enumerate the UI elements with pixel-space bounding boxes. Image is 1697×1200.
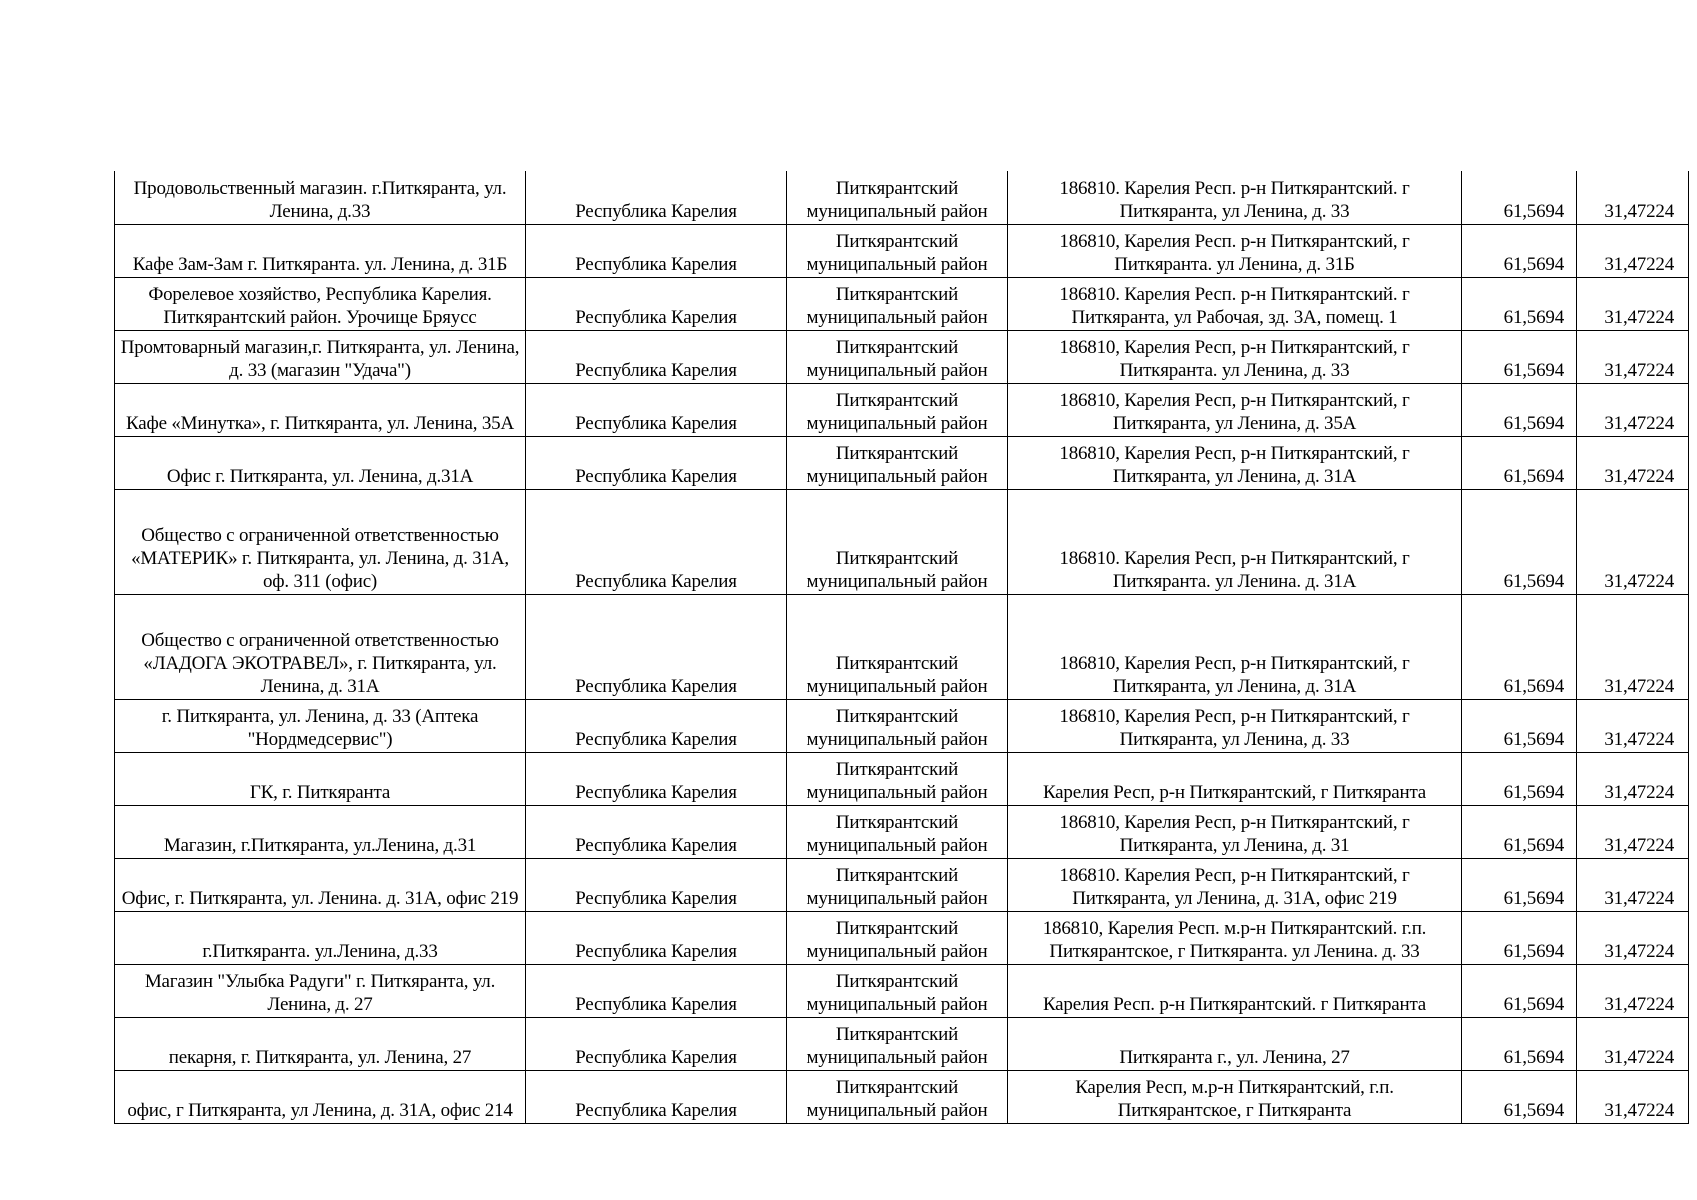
cell-longitude: 31,47224 [1577,594,1689,699]
cell-address: 186810, Карелия Респ. м.р-н Питкярантский. г.п. Питкярантское, г Питкяранта. ул Ленина. д. 33 [1008,911,1462,964]
table-row [115,1070,1689,1123]
cell-district: Питкярантский муниципальный район [787,436,1008,489]
cell-latitude: 61,5694 [1462,277,1577,330]
cell-district: Питкярантский муниципальный район [787,911,1008,964]
cell-latitude: 61,5694 [1462,489,1577,594]
cell-longitude: 31,47224 [1577,699,1689,752]
cell-district: Питкярантский муниципальный район [787,964,1008,1017]
cell-longitude: 31,47224 [1577,858,1689,911]
cell-latitude: 61,5694 [1462,964,1577,1017]
cell-district: Питкярантский муниципальный район [787,752,1008,805]
cell-longitude: 31,47224 [1577,436,1689,489]
cell-district: Питкярантский муниципальный район [787,699,1008,752]
cell-region: Республика Карелия [526,171,787,224]
cell-district: Питкярантский муниципальный район [787,224,1008,277]
cell-longitude: 31,47224 [1577,277,1689,330]
table-row [115,224,1689,277]
cell-latitude: 61,5694 [1462,858,1577,911]
cell-district: Питкярантский муниципальный район [787,858,1008,911]
cell-address: 186810, Карелия Респ, р-н Питкярантский, г Питкяранта, ул Ленина, д. 31 [1008,805,1462,858]
cell-region: Республика Карелия [526,1070,787,1123]
cell-address: 186810, Карелия Респ, р-н Питкярантский, г Питкяранта. ул Ленина, д. 33 [1008,330,1462,383]
cell-address: Питкяранта г., ул. Ленина, 27 [1008,1017,1462,1070]
cell-latitude: 61,5694 [1462,1070,1577,1123]
cell-longitude: 31,47224 [1577,911,1689,964]
cell-object-name: офис, г Питкяранта, ул Ленина, д. 31А, офис 214 [115,1070,526,1123]
cell-address: 186810. Карелия Респ. р-н Питкярантский. г Питкяранта, ул Ленина, д. 33 [1008,171,1462,224]
cell-latitude: 61,5694 [1462,699,1577,752]
cell-object-name: пекарня, г. Питкяранта, ул. Ленина, 27 [115,1017,526,1070]
cell-latitude: 61,5694 [1462,911,1577,964]
cell-district: Питкярантский муниципальный район [787,489,1008,594]
cell-address: 186810, Карелия Респ, р-н Питкярантский, г Питкяранта, ул Ленина, д. 31А [1008,594,1462,699]
cell-object-name: г. Питкяранта, ул. Ленина, д. 33 (Аптека "Нордмедсервис") [115,699,526,752]
cell-object-name: Офис г. Питкяранта, ул. Ленина, д.31А [115,436,526,489]
cell-region: Республика Карелия [526,330,787,383]
cell-latitude: 61,5694 [1462,224,1577,277]
cell-address: 186810, Карелия Респ. р-н Питкярантский, г Питкяранта. ул Ленина, д. 31Б [1008,224,1462,277]
cell-longitude: 31,47224 [1577,224,1689,277]
cell-region: Республика Карелия [526,911,787,964]
table-row [115,277,1689,330]
cell-address: Карелия Респ, р-н Питкярантский, г Питкяранта [1008,752,1462,805]
cell-longitude: 31,47224 [1577,171,1689,224]
cell-latitude: 61,5694 [1462,594,1577,699]
cell-object-name: Общество с ограниченной ответственностью «ЛАДОГА ЭКОТРАВЕЛ», г. Питкяранта, ул. Ленина, д. 31А [115,594,526,699]
cell-region: Республика Карелия [526,1017,787,1070]
cell-district: Питкярантский муниципальный район [787,330,1008,383]
cell-district: Питкярантский муниципальный район [787,1070,1008,1123]
table-row [115,1017,1689,1070]
cell-object-name: Продовольственный магазин. г.Питкяранта, ул. Ленина, д.33 [115,171,526,224]
cell-region: Республика Карелия [526,805,787,858]
cell-latitude: 61,5694 [1462,1017,1577,1070]
cell-object-name: Форелевое хозяйство, Республика Карелия. Питкярантский район. Урочище Бряусс [115,277,526,330]
locations-table [114,171,1689,1124]
cell-latitude: 61,5694 [1462,436,1577,489]
table-row [115,699,1689,752]
cell-address: Карелия Респ, м.р-н Питкярантский, г.п. Питкярантское, г Питкяранта [1008,1070,1462,1123]
cell-region: Республика Карелия [526,964,787,1017]
cell-object-name: Офис, г. Питкяранта, ул. Ленина. д. 31А, офис 219 [115,858,526,911]
cell-latitude: 61,5694 [1462,171,1577,224]
cell-longitude: 31,47224 [1577,489,1689,594]
cell-longitude: 31,47224 [1577,1017,1689,1070]
table-row [115,858,1689,911]
cell-region: Республика Карелия [526,594,787,699]
cell-region: Республика Карелия [526,436,787,489]
cell-address: 186810, Карелия Респ, р-н Питкярантский, г Питкяранта, ул Ленина, д. 31А [1008,436,1462,489]
cell-object-name: Кафе «Минутка», г. Питкяранта, ул. Ленина, 35А [115,383,526,436]
cell-longitude: 31,47224 [1577,805,1689,858]
cell-latitude: 61,5694 [1462,805,1577,858]
table-row [115,594,1689,699]
cell-object-name: Кафе Зам-Зам г. Питкяранта. ул. Ленина, д. 31Б [115,224,526,277]
table-row [115,383,1689,436]
cell-address: 186810. Карелия Респ. р-н Питкярантский. г Питкяранта, ул Рабочая, зд. 3А, помещ. 1 [1008,277,1462,330]
cell-address: 186810. Карелия Респ, р-н Питкярантский, г Питкяранта. ул Ленина. д. 31А [1008,489,1462,594]
cell-object-name: Общество с ограниченной ответственностью «МАТЕРИК» г. Питкяранта, ул. Ленина, д. 31А, оф. 311 (офис) [115,489,526,594]
table-body [115,171,1689,1123]
cell-address: 186810, Карелия Респ, р-н Питкярантский, г Питкяранта, ул Ленина, д. 35А [1008,383,1462,436]
table-row [115,436,1689,489]
table-row [115,805,1689,858]
cell-longitude: 31,47224 [1577,330,1689,383]
cell-longitude: 31,47224 [1577,383,1689,436]
cell-address: Карелия Респ. р-н Питкярантский. г Питкяранта [1008,964,1462,1017]
cell-region: Республика Карелия [526,277,787,330]
cell-region: Республика Карелия [526,489,787,594]
cell-address: 186810. Карелия Респ, р-н Питкярантский, г Питкяранта, ул Ленина, д. 31А, офис 219 [1008,858,1462,911]
cell-longitude: 31,47224 [1577,964,1689,1017]
cell-district: Питкярантский муниципальный район [787,594,1008,699]
cell-district: Питкярантский муниципальный район [787,1017,1008,1070]
table-row [115,911,1689,964]
cell-district: Питкярантский муниципальный район [787,805,1008,858]
cell-latitude: 61,5694 [1462,383,1577,436]
table-row [115,752,1689,805]
table-row [115,964,1689,1017]
cell-address: 186810, Карелия Респ, р-н Питкярантский, г Питкяранта, ул Ленина, д. 33 [1008,699,1462,752]
cell-latitude: 61,5694 [1462,330,1577,383]
cell-object-name: ГК, г. Питкяранта [115,752,526,805]
cell-object-name: г.Питкяранта. ул.Ленина, д.33 [115,911,526,964]
cell-region: Республика Карелия [526,224,787,277]
table-row [115,489,1689,594]
cell-district: Питкярантский муниципальный район [787,277,1008,330]
cell-object-name: Магазин "Улыбка Радуги" г. Питкяранта, ул. Ленина, д. 27 [115,964,526,1017]
cell-longitude: 31,47224 [1577,1070,1689,1123]
table-row [115,330,1689,383]
cell-district: Питкярантский муниципальный район [787,171,1008,224]
cell-region: Республика Карелия [526,383,787,436]
cell-district: Питкярантский муниципальный район [787,383,1008,436]
cell-longitude: 31,47224 [1577,752,1689,805]
cell-object-name: Промтоварный магазин,г. Питкяранта, ул. Ленина, д. 33 (магазин "Удача") [115,330,526,383]
table-row [115,171,1689,224]
cell-latitude: 61,5694 [1462,752,1577,805]
cell-region: Республика Карелия [526,699,787,752]
cell-region: Республика Карелия [526,858,787,911]
cell-region: Республика Карелия [526,752,787,805]
cell-object-name: Магазин, г.Питкяранта, ул.Ленина, д.31 [115,805,526,858]
